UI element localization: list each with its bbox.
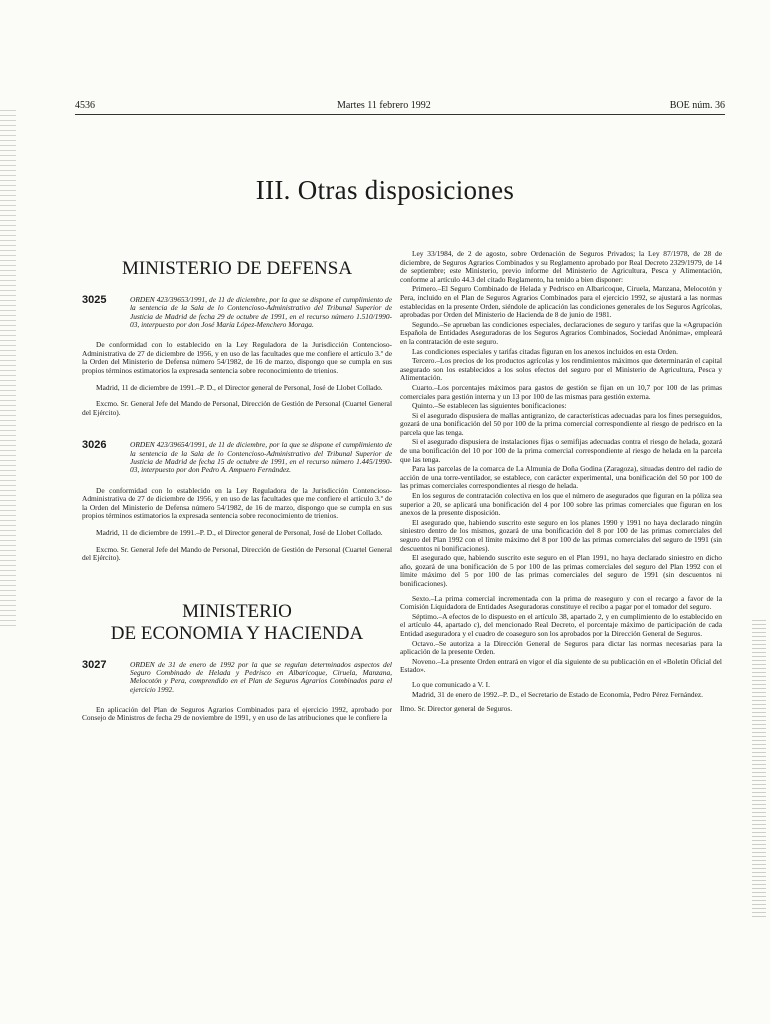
entry-addressee: Excmo. Sr. General Jefe del Mando de Personal, Dirección de Gestión de Personal (Cuartel General del Ejército). (82, 544, 392, 563)
paragraph: Octavo.–Se autoriza a la Dirección General de Seguros para dictar las normas necesarias para la aplicación de la presente Orden. (400, 638, 722, 657)
entry-number: 3027 (82, 658, 107, 671)
entry-addressee: Excmo. Sr. General Jefe del Mando de Personal, Dirección de Gestión de Personal (Cuartel General del Ejército). (82, 399, 392, 417)
page-header (75, 100, 725, 115)
paragraph: Sexto.–La prima comercial incrementada con la prima de reaseguro y con el recargo a favor de la Comisión Liquidadora de Entidades Aseguradoras constituye el recibo a pagar por el tomador del seguro. (400, 593, 722, 612)
paragraph: Las condiciones especiales y tarifas citadas figuran en los anexos incluidos en esta Orden. (412, 346, 678, 356)
entry-signature: Madrid, 11 de diciembre de 1991.–P. D., el Director general de Personal, José de Llobet Collado. (96, 527, 383, 537)
paragraph: Para las parcelas de la comarca de La Almunia de Doña Godina (Zaragoza), situadas dentro del radio de acción de una torre-ventilador, se establece, con carácter experimental, una bonificación del 50 por 100 de las primas comerciales correspondientes al riesgo de helada. (400, 464, 722, 491)
header-date: Martes 11 febrero 1992 (337, 100, 431, 111)
right-column (400, 250, 722, 721)
entry-title: ORDEN 423/39654/1991, de 11 de diciembre, por la que se dispone el cumplimiento de la sentencia de la Sala de lo Contencioso-Administrativo del Tribunal Superior de Justicia de Madrid de fecha 15 de octubre de 1991, en el recurso número 1.445/1990-03, interpuesto por don Pedro A. Ampuero Fernández. (130, 440, 392, 475)
addressee: Ilmo. Sr. Director general de Seguros. (400, 704, 513, 714)
paragraph: Séptimo.–A efectos de lo dispuesto en el artículo 38, apartado 2, y en cumplimiento de lo establecido en el artículo 44, apartado c), del mencionado Real Decreto, el porcentaje máximo de participación de cada Entidad aseguradora y el cuadro de coaseguro son los aprobados por la Dirección General de Seguros. (400, 611, 722, 638)
entry-body: De conformidad con lo establecido en la Ley Reguladora de la Jurisdicción Contencioso-Administrativa de 27 de diciembre de 1956, y en uso de las facultades que me confiere el artículo 3.º de la Orden del Ministerio de Defensa número 54/1982, de 16 de marzo, dispongo que se cumpla en sus propios términos estimatorios la expresada sentencia sobre reconocimiento de trienios. (82, 340, 392, 375)
paragraph: Primero.–El Seguro Combinado de Helada y Pedrisco en Albaricoque, Ciruela, Manzana, Melocotón y Pera, incluido en el Plan de Seguros Agrarios Combinados para el ejercicio 1992, se ajustará a las normas establecidas en la presente Orden, siéndole de aplicación las condiciones generales de los Seguros Agrícolas, aprobadas por Orden del Ministerio de Hacienda de 8 de junio de 1981. (400, 284, 722, 320)
entry-body: En aplicación del Plan de Seguros Agrarios Combinados para el ejercicio 1992, aprobado por Consejo de Ministros de fecha 29 de noviembre de 1991, y en uso de las atribuciones que le confiere la (82, 704, 392, 723)
scan-noise-right (752, 620, 766, 920)
entry-title: ORDEN de 31 de enero de 1992 por la que se regulan determinados aspectos del Seguro Combinado de Helada y Pedrisco en Albaricoque, Ciruela, Manzana, Melocotón y Pera, comprendido en el Plan de Seguros Agrarios Combinados para el ejercicio 1992. (130, 659, 392, 694)
paragraph: Segundo.–Se aprueban las condiciones especiales, declaraciones de seguro y tarifas que la «Agrupación Española de Entidades Aseguradoras de los Seguros Agrarios Combinados, Sociedad Anónima», empleará en la contratación de este seguro. (400, 319, 722, 346)
signature: Madrid, 31 de enero de 1992.–P. D., el Secretario de Estado de Economía, Pedro Pérez Fernández. (412, 689, 704, 699)
ministry-line-2: DE ECONOMIA Y HACIENDA (110, 622, 364, 644)
paragraph: Cuarto.–Los porcentajes máximos para gastos de gestión se fijan en un 10,7 por 100 de las primas comerciales para gestión interna y un 13 por 100 de las mismas para gestión externa. (400, 382, 722, 401)
page-number: 4536 (75, 100, 95, 111)
paragraph: El asegurado que, habiendo suscrito este seguro en el Plan 1991, no haya declarado siniestro en dicho año, gozará de una bonificación de 5 por 100 de las primas comerciales del seguro del Plan 1992 con el límite máximo del 5 por 100 de las primas comerciales del seguro de 1991 (sin descuentos ni bonificaciones). (400, 553, 722, 588)
paragraph: El asegurado que, habiendo suscrito este seguro en los planes 1990 y 1991 no haya declarado ningún siniestro dentro de los mismos, gozará de una bonificación del 8 por 100 de las primas comerciales del seguro del Plan 1992 con el límite máximo del 8 por 100 de las primas comerciales del seguro de 1991 (sin descuentos ni bonificaciones). (400, 517, 722, 553)
paragraph: Si el asegurado dispusiera de mallas antigranizo, de características adecuadas para los fines perseguidos, gozará de una bonificación del 50 por 100 de la prima comercial correspondiente al riesgo de pedrisco en la parcela que las tenga. (400, 410, 722, 437)
section-title: III. Otras disposiciones (255, 175, 515, 205)
entry-body: De conformidad con lo establecido en la Ley Reguladora de la Jurisdicción Contencioso-Administrativa de 27 de diciembre de 1956, y en uso de las facultades que me confiere el artículo 3.º de la Orden del Ministerio de Defensa número 54/1982, de 16 de marzo, dispongo que se cumpla en sus propios términos estimatorios la expresada sentencia sobre reconocimiento de trienios. (82, 485, 392, 521)
paragraph: Si el asegurado dispusiera de instalaciones fijas o semifijas adecuadas contra el riesgo de helada, gozará de una bonificación del 10 por 100 de la prima comercial correspondiente al riesgo de helada en la parcela que las tenga. (400, 437, 722, 464)
paragraph: Tercero.–Los precios de los productos agrícolas y los rendimientos máximos que determinarán el capital asegurado son los establecidos a los solos efectos del seguro por el Ministerio de Agricultura, Pesca y Alimentación. (400, 356, 722, 383)
order-entry-3026 (82, 441, 392, 474)
paragraph: Quinto.–Se establecen las siguientes bonificaciones: (412, 401, 567, 411)
journal-issue: BOE núm. 36 (669, 100, 725, 111)
left-column (82, 250, 392, 725)
paragraph: En los seguros de contratación colectiva en los que el número de asegurados que figuran en la póliza sea superior a 20, se aplicará una bonificación del 4 por 100 sobre las primas comerciales que figuran en los anexos de la presente disposición. (400, 491, 722, 518)
paragraph: Noveno.–La presente Orden entrará en vigor el día siguiente de su publicación en el «Boletín Oficial del Estado». (400, 656, 722, 675)
ministry-heading-defensa: MINISTERIO DE DEFENSA (121, 258, 353, 279)
entry-number: 3026 (82, 439, 107, 452)
order-entry-3025 (82, 296, 392, 329)
entry-number: 3025 (82, 294, 107, 306)
order-entry-3027 (82, 658, 392, 694)
closing-line: Lo que comunicado a V. I. (412, 679, 490, 689)
ministry-line-1: MINISTERIO (182, 600, 292, 622)
paragraph: Ley 33/1984, de 2 de agosto, sobre Ordenación de Seguros Privados; la Ley 87/1978, de 28 de diciembre, de Seguros Agrarios Combinados y su Reglamento aprobado por Real Decreto 2329/1979, de 14 de septiembre; este Ministerio, previo informe del Ministerio de Agricultura, Pesca y Alimentación, conforme al artículo 44.3 del citado Reglamento, ha tenido a bien disponer: (400, 249, 722, 284)
entry-signature: Madrid, 11 de diciembre de 1991.–P. D., el Director general de Personal, José de Llobet Collado. (96, 382, 383, 392)
entry-title: ORDEN 423/39653/1991, de 11 de diciembre, por la que se dispone el cumplimiento de la sentencia de la Sala de lo Contencioso-Administrativo del Tribunal Superior de Justicia de Madrid de fecha 29 de octubre de 1991, en el recurso número 1.510/1990-03, interpuesto por don José María López-Menchero Moraga. (130, 295, 392, 329)
ministry-heading-economia (82, 601, 392, 645)
